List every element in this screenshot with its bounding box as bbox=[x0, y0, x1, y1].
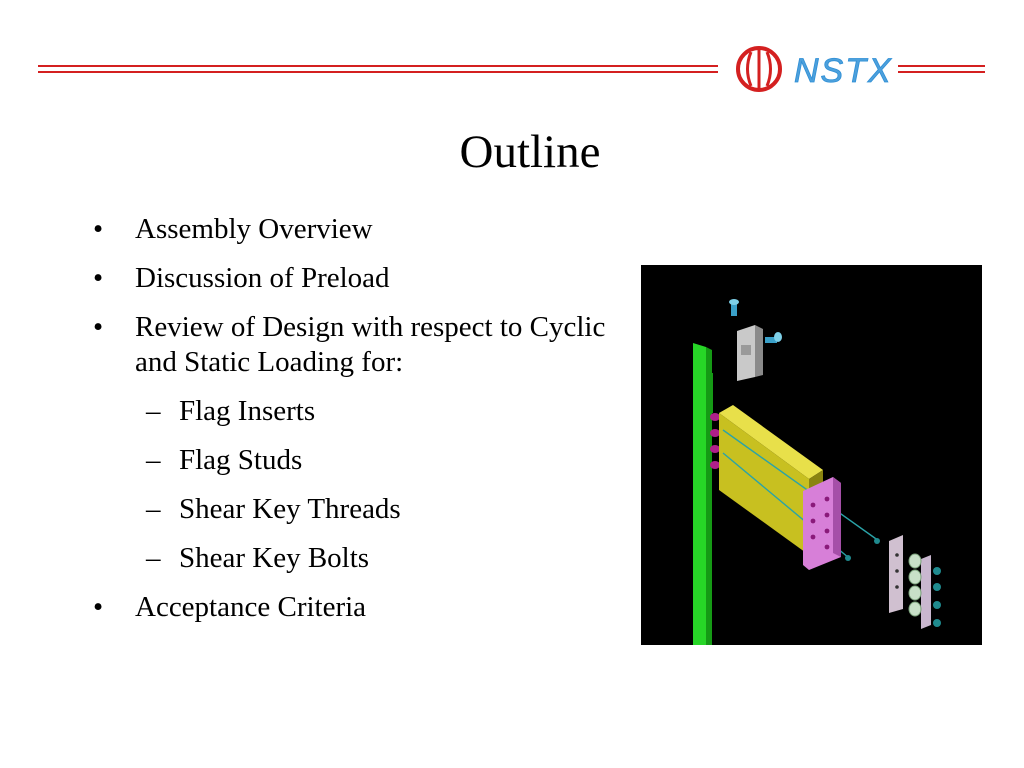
assembly-render-image bbox=[641, 265, 982, 645]
sub-bullet-text: Shear Key Threads bbox=[179, 493, 401, 525]
bullet-text: Review of Design with respect to Cyclic and Static Loading for: bbox=[135, 311, 606, 378]
gray-bracket bbox=[729, 299, 782, 381]
sub-bullet-marker: – bbox=[146, 493, 161, 525]
bullet-marker: • bbox=[93, 213, 104, 245]
sub-bullet-item bbox=[146, 443, 633, 478]
bullet-list bbox=[93, 212, 633, 639]
sub-bullet-text: Shear Key Bolts bbox=[179, 542, 370, 574]
sub-bullet-marker: – bbox=[146, 542, 161, 574]
pink-plate bbox=[803, 477, 841, 570]
bullet-item bbox=[93, 310, 633, 380]
bullet-text: Assembly Overview bbox=[135, 213, 373, 245]
bullet-text: Acceptance Criteria bbox=[135, 591, 367, 623]
nstx-logo-text: NSTX bbox=[794, 52, 893, 90]
bullet-marker: • bbox=[93, 591, 104, 623]
nstx-logo-icon bbox=[738, 48, 780, 90]
sub-bullet-item bbox=[146, 541, 633, 576]
bullet-marker: • bbox=[93, 262, 104, 294]
green-rail bbox=[693, 343, 713, 645]
header-rule-right bbox=[898, 66, 985, 72]
bullet-text: Discussion of Preload bbox=[135, 262, 390, 294]
washers bbox=[909, 554, 921, 616]
bullet-item bbox=[93, 590, 633, 625]
bullet-marker: • bbox=[93, 311, 104, 343]
header-rule-left bbox=[38, 66, 718, 72]
sub-bullet-marker: – bbox=[146, 444, 161, 476]
bullet-item bbox=[93, 261, 633, 296]
shims bbox=[889, 535, 931, 629]
sub-bullet-marker: – bbox=[146, 395, 161, 427]
sub-bullet-text: Flag Studs bbox=[179, 444, 303, 476]
sub-bullet-item bbox=[146, 492, 633, 527]
assembly-exploded-view bbox=[641, 265, 982, 645]
sub-bullet-item bbox=[146, 394, 633, 429]
bullet-item bbox=[93, 212, 633, 247]
slide-title: Outline bbox=[459, 126, 601, 178]
sub-bullet-text: Flag Inserts bbox=[179, 395, 316, 427]
header-banner bbox=[0, 0, 1024, 100]
